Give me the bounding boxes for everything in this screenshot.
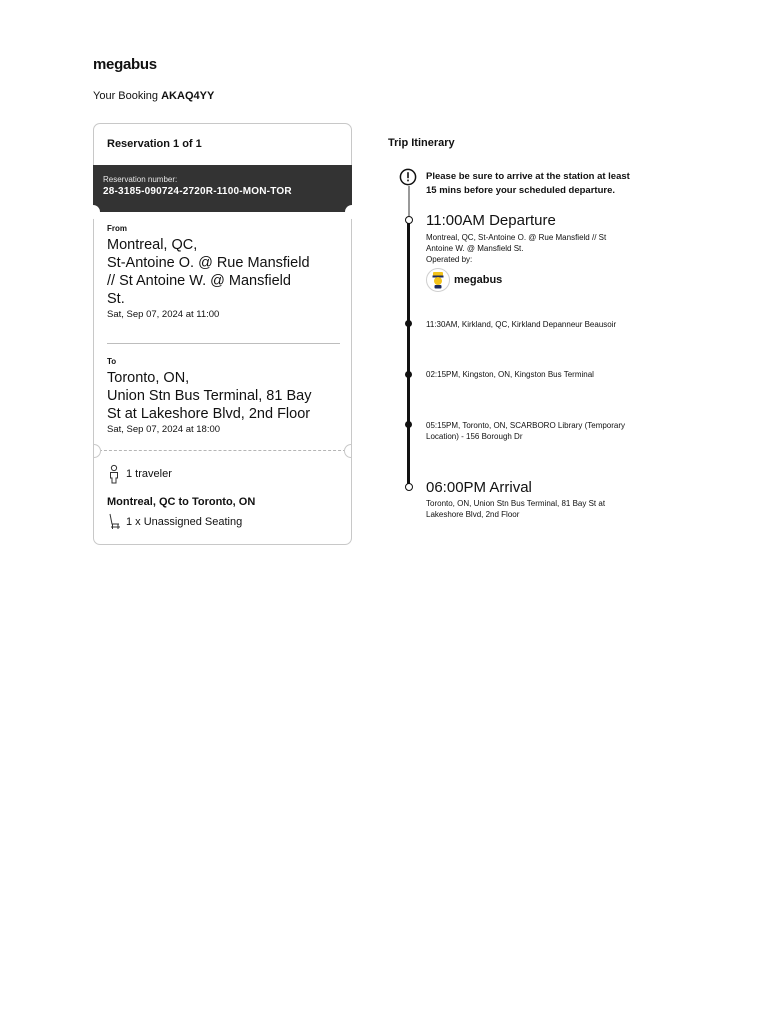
reservation-ticket (93, 123, 352, 545)
reservation-number-label: Reservation number: (103, 175, 178, 184)
alert-icon (399, 168, 417, 186)
ticket-perforation (94, 450, 351, 451)
to-label: To (107, 357, 117, 366)
arrival-address-line: Lakeshore Blvd, 2nd Floor (426, 510, 520, 519)
timeline-stop-dot (405, 371, 412, 378)
itinerary-stop-line: 05:15PM, Toronto, ON, SCARBORO Library (Temporary (426, 421, 626, 430)
megabus-logo: megabus (93, 56, 157, 73)
to-datetime: Sat, Sep 07, 2024 at 18:00 (107, 424, 221, 435)
perforation-notch-right (344, 444, 358, 458)
itinerary-stop: 02:15PM, Kingston, ON, Kingston Bus Terminal (426, 370, 594, 379)
traveler-count-text: 1 traveler (126, 468, 172, 480)
booking-label: Your Booking (93, 90, 159, 102)
from-section (107, 224, 343, 320)
reservation-number: 28-3185-090724-2720R-1100-MON-TOR (103, 186, 292, 197)
departure-address (426, 232, 646, 254)
notice-line: Please be sure to arrive at the station at least (426, 171, 630, 182)
to-stop-line: Union Stn Bus Terminal, 81 Bay (107, 388, 312, 404)
traveler-count (107, 464, 172, 484)
departure-address-line: Antoine W. @ Mansfield St. (426, 244, 524, 253)
reservation-number-band (93, 165, 352, 212)
timeline-track-pre (408, 186, 410, 216)
itinerary-stop (426, 420, 651, 442)
megabus-mascot-icon (426, 268, 450, 292)
from-datetime: Sat, Sep 07, 2024 at 11:00 (107, 309, 220, 320)
to-stop-line: St at Lakeshore Blvd, 2nd Floor (107, 406, 311, 422)
from-city: Montreal, QC, (107, 237, 198, 253)
section-divider (107, 343, 340, 344)
departure-address-line: Montreal, QC, St-Antoine O. @ Rue Mansfield // St (426, 233, 607, 242)
timeline-track (407, 223, 410, 485)
operator-name: megabus (454, 274, 503, 286)
itinerary-stop-line: Location) - 156 Borough Dr (426, 432, 523, 441)
from-stop-line: St-Antoine O. @ Rue Mansfield (107, 255, 310, 271)
person-icon (107, 464, 121, 484)
ticket-notch-right (345, 205, 359, 219)
timeline-arrival-dot (405, 483, 413, 491)
timeline-departure-dot (405, 216, 413, 224)
reservation-heading: Reservation 1 of 1 (107, 138, 202, 150)
operator (426, 268, 502, 292)
arrival-title: 06:00PM Arrival (426, 479, 532, 496)
departure-title: 11:00AM Departure (426, 212, 556, 229)
from-stop-line: St. (107, 291, 125, 307)
to-section (107, 357, 343, 435)
itinerary-stop: 11:30AM, Kirkland, QC, Kirkland Depanneur Beausoir (426, 320, 617, 329)
arrival-address (426, 498, 641, 520)
seating-text: 1 x Unassigned Seating (126, 515, 243, 528)
booking-code: AKAQ4YY (161, 90, 215, 102)
notice-line: 15 mins before your scheduled departure. (426, 185, 615, 196)
from-label: From (107, 224, 127, 233)
booking-reference (93, 90, 214, 102)
operated-by-label: Operated by: (426, 255, 473, 264)
arrival-address-line: Toronto, ON, Union Stn Bus Terminal, 81 Bay St at (426, 499, 606, 508)
perforation-notch-left (87, 444, 101, 458)
arrival-notice (426, 170, 666, 198)
itinerary-title: Trip Itinerary (388, 137, 455, 149)
timeline-stop-dot (405, 320, 412, 327)
timeline-stop-dot (405, 421, 412, 428)
route-summary: Montreal, QC to Toronto, ON (107, 496, 256, 508)
ticket-notch-left (86, 205, 100, 219)
seating-info (107, 513, 242, 530)
seat-icon (107, 513, 121, 530)
from-stop-line: // St Antoine W. @ Mansfield (107, 273, 291, 289)
to-city: Toronto, ON, (107, 370, 190, 386)
